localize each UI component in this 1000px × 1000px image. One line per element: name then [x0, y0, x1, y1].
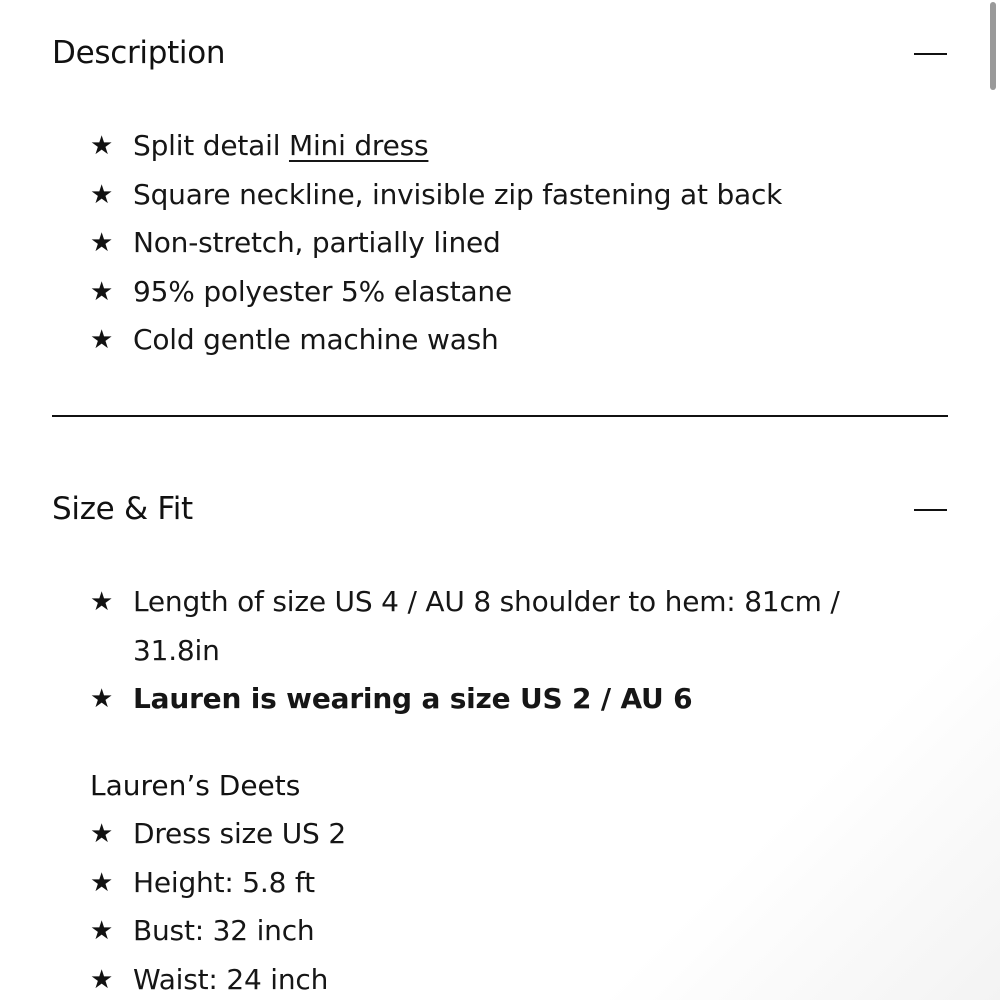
section-divider — [52, 415, 948, 417]
scrollbar-thumb[interactable] — [990, 2, 996, 90]
item-text: Dress size US 2 — [133, 817, 346, 850]
list-item — [90, 219, 890, 268]
item-text: Waist: 24 inch — [133, 962, 329, 996]
collapse-icon[interactable] — [914, 497, 948, 521]
list-item — [90, 122, 890, 171]
star-icon: ★ — [90, 228, 114, 259]
list-item — [90, 578, 870, 675]
star-icon: ★ — [90, 819, 114, 849]
star-icon: ★ — [90, 867, 114, 898]
deets-list — [90, 810, 890, 1000]
list-item — [90, 675, 870, 724]
size-fit-list — [90, 578, 870, 724]
star-icon: ★ — [90, 131, 114, 161]
list-item — [90, 171, 890, 220]
collapse-icon[interactable] — [914, 41, 948, 65]
item-text: Square neckline, invisible zip fastening at back — [133, 177, 783, 211]
list-item — [90, 956, 890, 1000]
star-icon: ★ — [90, 179, 114, 210]
star-icon: ★ — [90, 587, 114, 617]
description-header[interactable] — [52, 33, 948, 93]
description-list — [90, 122, 890, 365]
size-fit-title: Size & Fit — [52, 491, 193, 527]
list-item — [90, 859, 890, 908]
mini-dress-link[interactable]: Mini dress — [288, 129, 429, 162]
deets-heading: Lauren’s Deets — [90, 769, 301, 802]
item-text: Non-stretch, partially lined — [133, 226, 501, 260]
item-text: Lauren is wearing a size US 2 / AU 6 — [133, 682, 693, 716]
star-icon: ★ — [90, 916, 114, 947]
list-item — [90, 810, 890, 859]
item-text: Cold gentle machine wash — [133, 323, 499, 357]
description-title: Description — [52, 35, 226, 71]
star-icon: ★ — [90, 325, 114, 356]
item-text: 95% polyester 5% elastane — [133, 274, 513, 308]
list-item — [90, 907, 890, 956]
list-item — [90, 268, 890, 317]
item-text: Bust: 32 inch — [133, 914, 315, 948]
list-item — [90, 316, 890, 365]
item-text: Split detail — [133, 129, 289, 162]
item-text: Length of size US 4 / AU 8 shoulder to hem: 81cm / 31.8in — [133, 585, 840, 667]
item-text: Height: 5.8 ft — [133, 865, 315, 899]
star-icon: ★ — [90, 964, 114, 995]
star-icon: ★ — [90, 684, 114, 715]
size-fit-header[interactable] — [52, 489, 948, 549]
star-icon: ★ — [90, 276, 114, 307]
